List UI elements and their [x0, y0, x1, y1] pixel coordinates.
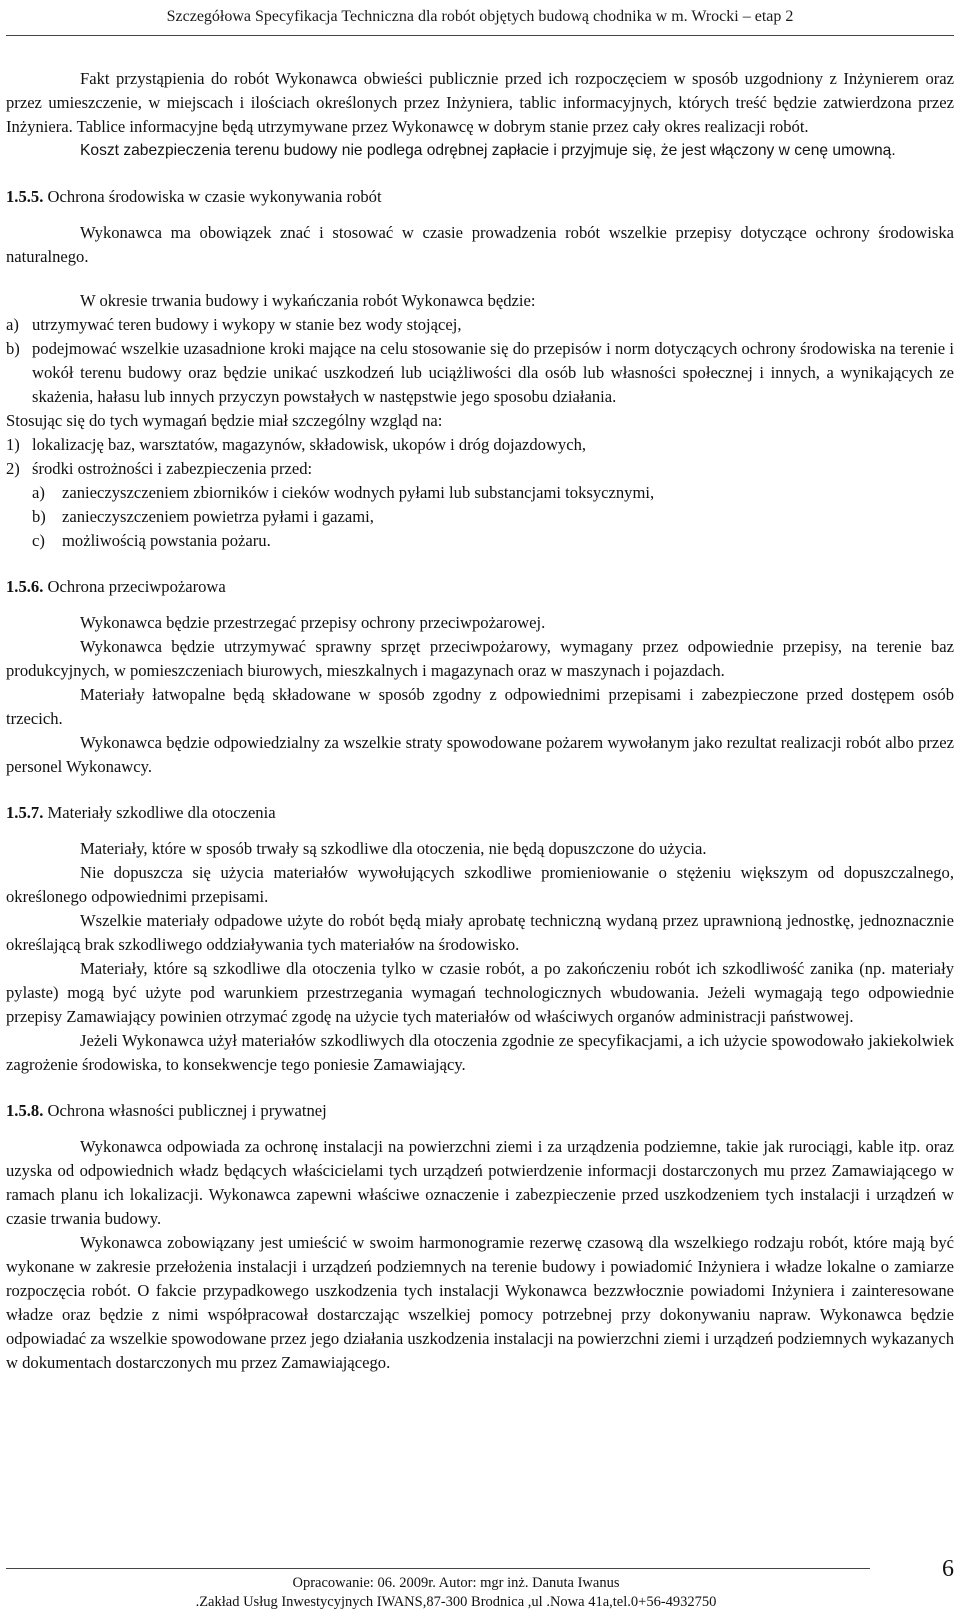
list-marker: c) [32, 531, 45, 550]
s157-paragraph-5: Jeżeli Wykonawca użył materiałów szkodliwych dla otoczenia zgodnie ze specyfikacjami, a ich użycie spowodowało jakiekolwiek zagrożenie środowiska, to konsekwencje tego poniesie Zamawiający. [6, 1031, 954, 1074]
list-marker: a) [32, 483, 45, 502]
intro-paragraph-2: Koszt zabezpieczenia terenu budowy nie podlega odrębnej zapłacie i przyjmuje się, że jest włączony w cenę umowną. [80, 142, 896, 159]
s157-paragraph-2: Nie dopuszcza się użycia materiałów wywołujących szkodliwe promieniowanie o stężeniu większym od dopuszczalnego, określonego odpowiednimi przepisami. [6, 863, 954, 906]
s155-paragraph-2: W okresie trwania budowy i wykańczania robót Wykonawca będzie: [80, 291, 536, 310]
s156-paragraph-2: Wykonawca będzie utrzymywać sprawny sprzęt przeciwpożarowy, wymagany przez odpowiednie przepisy, na terenie baz produkcyjnych, w pomieszczeniach biurowych, mieszkalnych i magazynach oraz w maszynach i pojazdach. [6, 637, 954, 680]
section-number: 1.5.7. [6, 803, 44, 822]
section-title: Materiały szkodliwe dla otoczenia [47, 803, 276, 822]
list-marker: b) [32, 507, 46, 526]
s157-paragraph-1: Materiały, które w sposób trwały są szkodliwe dla otoczenia, nie będą dopuszczone do użycia. [80, 839, 707, 858]
section-heading-1-5-6 [6, 575, 954, 599]
s155-paragraph-1: Wykonawca ma obowiązek znać i stosować w czasie prowadzenia robót wszelkie przepisy dotyczące ochrony środowiska naturalnego. [6, 223, 954, 266]
list-marker: 2) [6, 459, 20, 478]
section-title: Ochrona środowiska w czasie wykonywania robót [47, 187, 382, 206]
s157-paragraph-3: Wszelkie materiały odpadowe użyte do robót będą miały aprobatę techniczną wydaną przez uprawnioną jednostkę, jednoznacznie określającą brak szkodliwego oddziaływania tych materiałów na środowisko. [6, 911, 954, 954]
list-item-text: lokalizację baz, warsztatów, magazynów, składowisk, ukopów i dróg dojazdowych, [32, 435, 587, 454]
list-item [6, 337, 954, 409]
page-number: 6 [942, 1556, 954, 1582]
s156-paragraph-4: Wykonawca będzie odpowiedzialny za wszelkie straty spowodowane pożarem wywołanym jako rezultat realizacji robót albo przez personel Wykonawcy. [6, 733, 954, 776]
section-heading-1-5-8 [6, 1099, 954, 1123]
s158-paragraph-2: Wykonawca zobowiązany jest umieścić w swoim harmonogramie rezerwę czasową dla wszelkiego rodzaju robót, które mają być wykonane w zakresie przełożenia instalacji i urządzeń podziemnych na terenie budowy i powiadomić Inżyniera i władze lokalne o zamiarze rozpoczęcia robót. O fakcie przypadkowego uszkodzenia tych instalacji Wykonawca bezzwłocznie powiadomi Inżyniera i zainteresowane władze oraz będzie z nimi współpracował dostarczając wszelkiej pomocy potrzebnej przy dokonywaniu napraw. Wykonawca będzie odpowiadać za wszelkie spowodowane przez jego działania uszkodzenia instalacji na powierzchni ziemi i urządzeń podziemnych wykazanych w dokumentach dostarczonych mu przez Zamawiającego. [6, 1233, 954, 1372]
section-title: Ochrona własności publicznej i prywatnej [47, 1101, 327, 1120]
sub-list-item [6, 505, 954, 529]
sub-list-item [6, 529, 954, 553]
s156-paragraph-3: Materiały łatwopalne będą składowane w sposób zgodny z odpowiednimi przepisami i zabezpieczone przed dostępem osób trzecich. [6, 685, 954, 728]
s156-paragraph-1: Wykonawca będzie przestrzegać przepisy ochrony przeciwpożarowej. [80, 613, 546, 632]
document-body [6, 67, 954, 1375]
section-heading-1-5-7 [6, 801, 954, 825]
section-number: 1.5.5. [6, 187, 44, 206]
list-item-text: środki ostrożności i zabezpieczenia przed: [32, 459, 313, 478]
footer-author-line: Opracowanie: 06. 2009r. Autor: mgr inż. Danuta Iwanus [292, 1575, 620, 1591]
page-header: Szczegółowa Specyfikacja Techniczna dla robót objętych budową chodnika w m. Wrocki – etap 2 [166, 8, 794, 25]
sub-list-item [6, 481, 954, 505]
s157-paragraph-4: Materiały, które są szkodliwe dla otoczenia tylko w czasie robót, a po zakończeniu robót ich szkodliwość zanika (np. materiały pylaste) mogą być użyte pod warunkiem przestrzegania wymagań technologicznych wbudowania. Jeżeli wymagają tego odpowiednie przepisy Zamawiający powinien otrzymać zgodę na użycie tych materiałów od właściwych organów administracji państwowej. [6, 959, 954, 1026]
list-item-text: podejmować wszelkie uzasadnione kroki mające na celu stosowanie się do przepisów i norm dotyczących ochrony środowiska na terenie i wokół terenu budowy oraz będzie unikać uszkodzeń lub uciążliwości dla osób lub własności społecznej i innych, a wynikających ze skażenia, hałasu lub innych przyczyn powstałych w następstwie jego sposobu działania. [32, 339, 954, 406]
header-divider [6, 35, 954, 36]
list-item-text: zanieczyszczeniem powietrza pyłami i gazami, [62, 507, 374, 526]
list-marker: 1) [6, 435, 20, 454]
section-number: 1.5.8. [6, 1101, 44, 1120]
section-heading-1-5-5 [6, 185, 954, 209]
list-item [6, 433, 954, 457]
intro-paragraph-1: Fakt przystąpienia do robót Wykonawca obwieści publicznie przed ich rozpoczęciem w sposób uzgodniony z Inżynierem oraz przez umieszczenie, w miejscach i ilościach określonych przez Inżyniera, tablic informacyjnych, których treść będzie zatwierdzona przez Inżyniera. Tablice informacyjne będą utrzymywane przez Wykonawcę w dobrym stanie przez cały okres realizacji robót. [6, 69, 954, 136]
footer-company-line: .Zakład Usług Inwestycyjnych IWANS,87-300 Brodnica ,ul .Nowa 41a,tel.0+56-4932750 [195, 1594, 717, 1610]
section-number: 1.5.6. [6, 577, 44, 596]
list-item-text: możliwością powstania pożaru. [62, 531, 271, 550]
list-item [6, 313, 954, 337]
list-item-text: utrzymywać teren budowy i wykopy w stanie bez wody stojącej, [32, 315, 462, 334]
footer-divider [6, 1568, 870, 1569]
s158-paragraph-1: Wykonawca odpowiada za ochronę instalacji na powierzchni ziemi i za urządzenia podziemne, takie jak rurociągi, kable itp. oraz uzyska od odpowiednich władz będących właścicielami tych urządzeń potwierdzenie informacji dostarczonych mu przez Zamawiającego w ramach planu ich lokalizacji. Wykonawca zapewni właściwe oznaczenie i zabezpieczenie przed uszkodzeniem tych instalacji i urządzeń w czasie trwania budowy. [6, 1137, 954, 1228]
list-item [6, 457, 954, 481]
list-marker: b) [6, 339, 20, 358]
section-title: Ochrona przeciwpożarowa [47, 577, 226, 596]
list-marker: a) [6, 315, 19, 334]
list-item-text: zanieczyszczeniem zbiorników i cieków wodnych pyłami lub substancjami toksycznymi, [62, 483, 655, 502]
s155-paragraph-3: Stosując się do tych wymagań będzie miał szczególny wzgląd na: [6, 411, 443, 430]
